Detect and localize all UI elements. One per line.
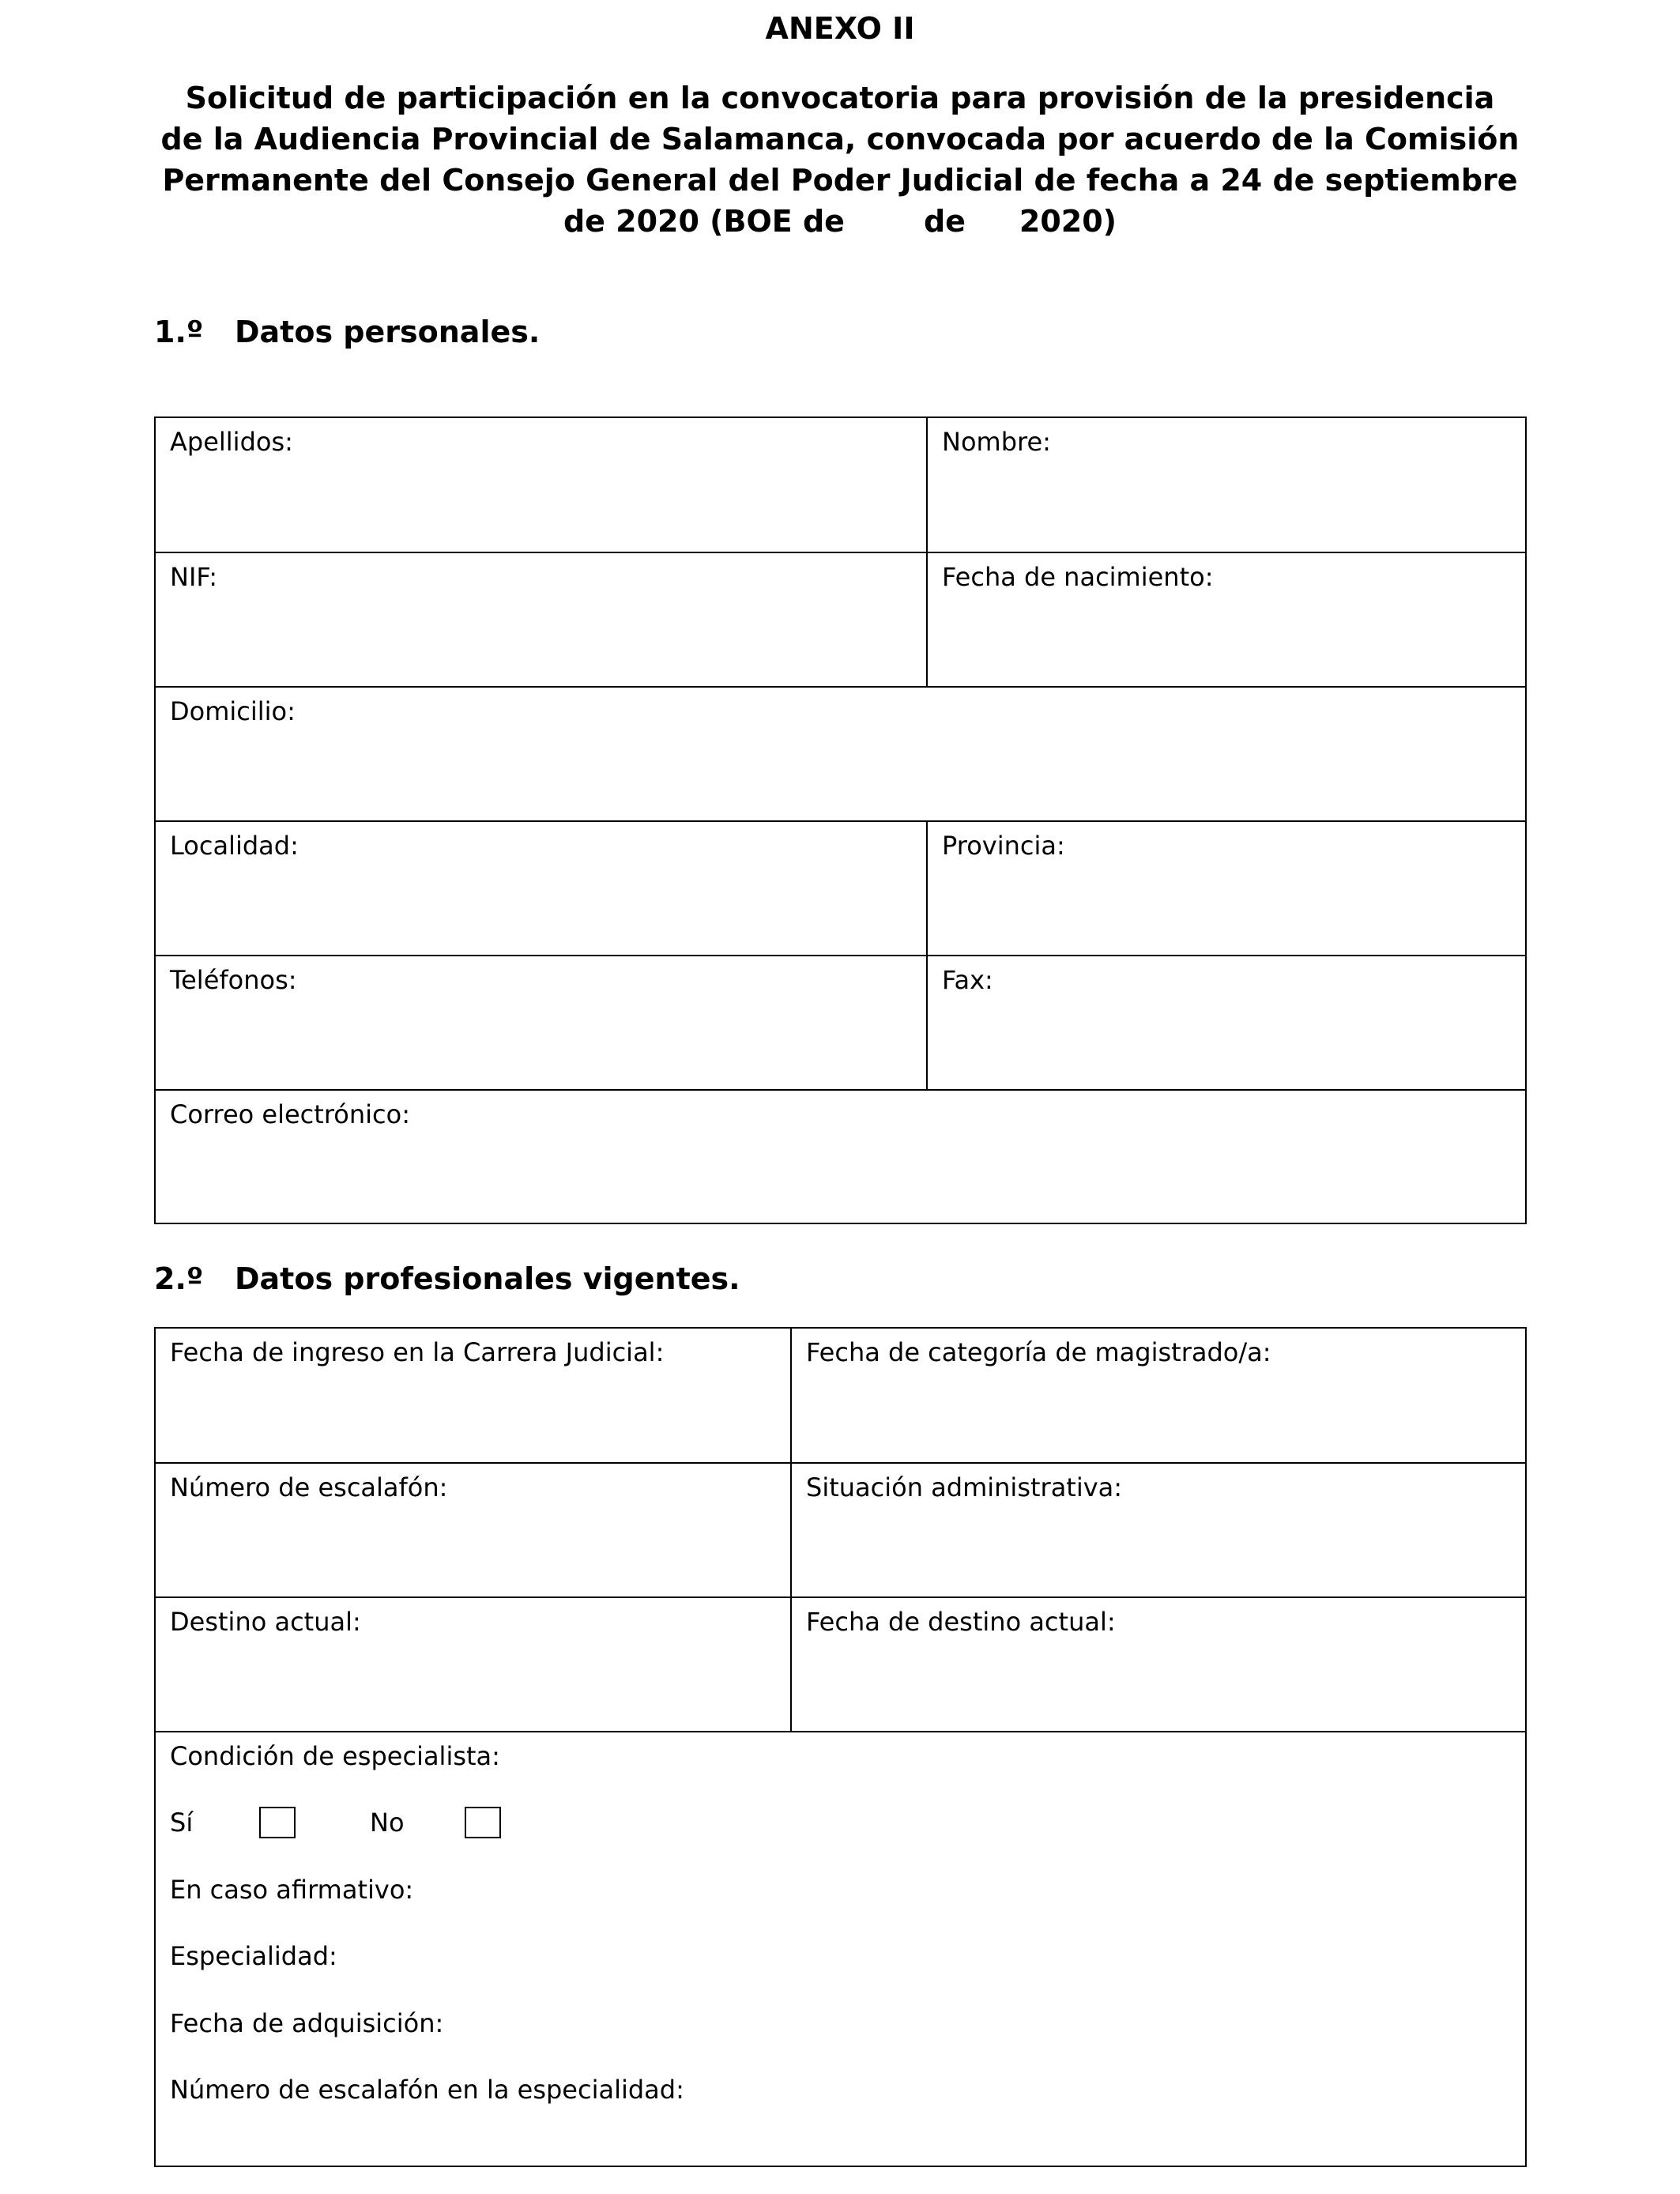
nif-label: NIF: [170, 562, 218, 592]
fax-field[interactable] [928, 956, 1525, 1089]
fecha-nacimiento-label: Fecha de nacimiento: [942, 562, 1214, 592]
fecha-categoria-field[interactable] [792, 1329, 1525, 1462]
title-line-1: Solicitud de participación en la convocatoria para provisión de la presidencia [185, 81, 1495, 115]
fecha-categoria-label: Fecha de categoría de magistrado/a: [806, 1337, 1271, 1367]
fecha-adquisicion-field[interactable]: Fecha de adquisición: [170, 2008, 444, 2038]
numero-escalafon-label: Número de escalafón: [170, 1472, 448, 1502]
title-boe-part2: de [923, 204, 966, 239]
nif-field[interactable] [156, 553, 926, 686]
fecha-nacimiento-field[interactable] [928, 553, 1525, 686]
telefonos-field[interactable] [156, 956, 926, 1089]
numero-escalafon-especialidad-field[interactable]: Número de escalafón en la especialidad: [170, 2075, 684, 2105]
nombre-field[interactable] [928, 418, 1525, 552]
section-2-heading [154, 1260, 740, 1298]
title-boe-part3: 2020) [1019, 204, 1117, 239]
annex-title: ANEXO II [765, 11, 915, 46]
destino-actual-label: Destino actual: [170, 1607, 361, 1637]
fax-label: Fax: [942, 965, 993, 995]
fecha-destino-field[interactable] [792, 1598, 1525, 1731]
provincia-label: Provincia: [942, 831, 1065, 861]
fecha-destino-label: Fecha de destino actual: [806, 1607, 1116, 1637]
no-checkbox[interactable] [465, 1807, 501, 1838]
fecha-ingreso-label: Fecha de ingreso en la Carrera Judicial: [170, 1337, 665, 1367]
nombre-label: Nombre: [942, 427, 1051, 457]
section-2-title: Datos profesionales vigentes. [235, 1261, 740, 1296]
domicilio-field[interactable] [156, 688, 1525, 820]
situacion-administrativa-field[interactable] [792, 1464, 1525, 1596]
correo-label: Correo electrónico: [170, 1099, 410, 1129]
provincia-field[interactable] [928, 822, 1525, 955]
personal-data-table [154, 417, 1527, 1224]
apellidos-field[interactable] [156, 418, 926, 552]
section-1-title: Datos personales. [235, 315, 541, 349]
title-line-2: de la Audiencia Provincial de Salamanca, convocada por acuerdo de la Comisión [160, 122, 1520, 156]
situacion-administrativa-label: Situación administrativa: [806, 1472, 1123, 1502]
fecha-ingreso-field[interactable] [156, 1329, 790, 1462]
professional-data-table [154, 1327, 1527, 2167]
localidad-label: Localidad: [170, 831, 299, 861]
localidad-field[interactable] [156, 822, 926, 955]
especialista-block [156, 1732, 1525, 2166]
title-line-4 [150, 201, 1530, 242]
section-2-number: 2.º [154, 1261, 204, 1296]
no-label: No [370, 1808, 405, 1838]
title-boe-part1: de 2020 (BOE de [563, 204, 845, 239]
especialidad-field[interactable]: Especialidad: [170, 1941, 337, 1971]
si-label: Sí [170, 1808, 194, 1838]
telefonos-label: Teléfonos: [170, 965, 297, 995]
document-title [150, 77, 1530, 242]
si-checkbox[interactable] [259, 1807, 296, 1838]
section-1-number: 1.º [154, 315, 204, 349]
destino-actual-field[interactable] [156, 1598, 790, 1731]
caso-afirmativo-label: En caso afirmativo: [170, 1875, 414, 1905]
domicilio-label: Domicilio: [170, 696, 296, 726]
title-line-3: Permanente del Consejo General del Poder Judicial de fecha a 24 de septiembre [162, 163, 1518, 198]
numero-escalafon-field[interactable] [156, 1464, 790, 1596]
especialista-label: Condición de especialista: [170, 1741, 500, 1771]
section-1-heading [154, 313, 540, 351]
apellidos-label: Apellidos: [170, 427, 293, 457]
correo-field[interactable] [156, 1091, 1525, 1223]
